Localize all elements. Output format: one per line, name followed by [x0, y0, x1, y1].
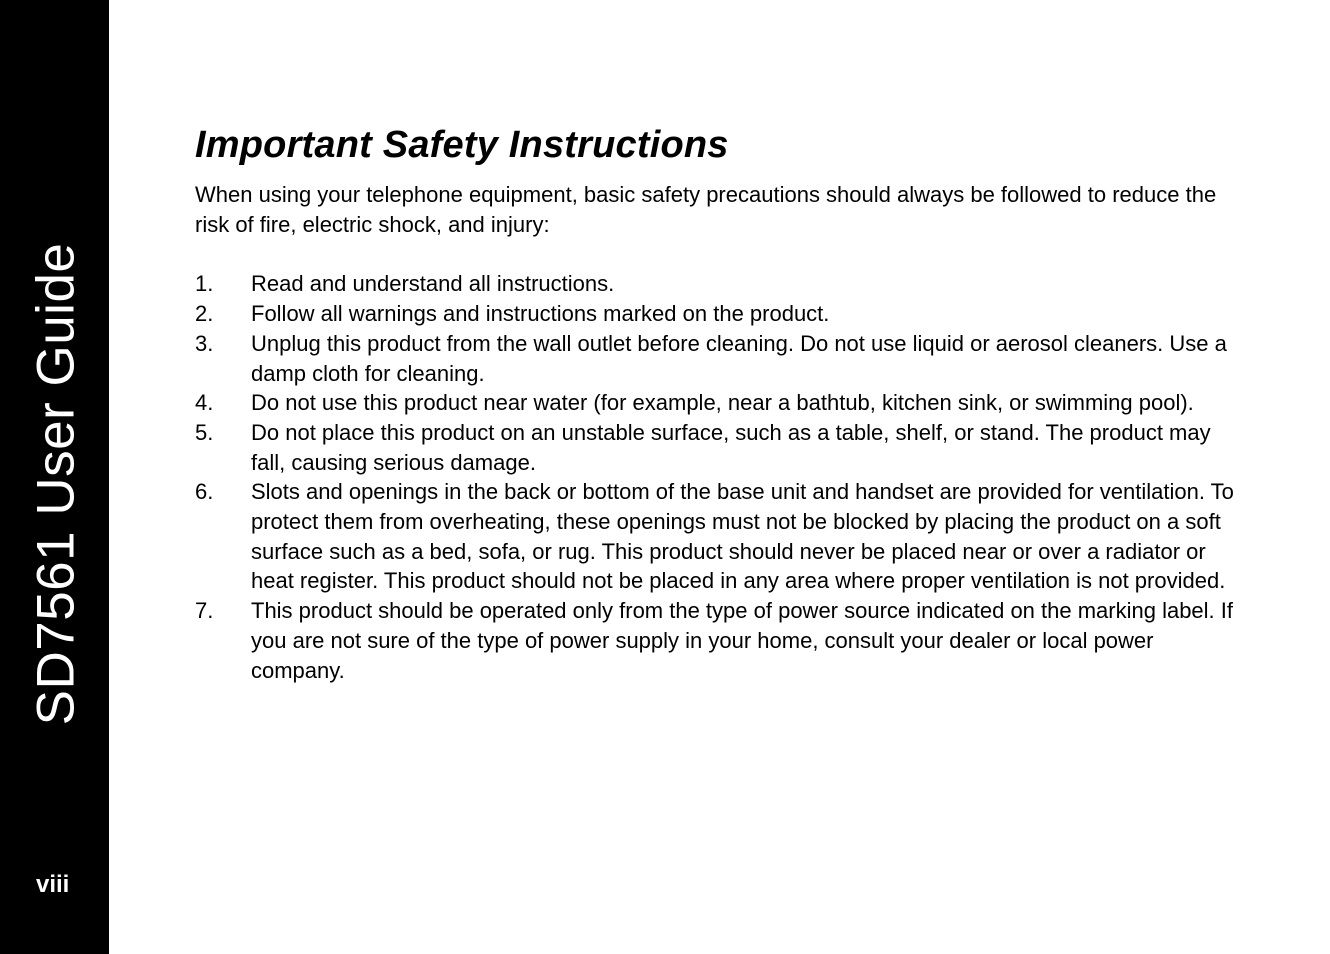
main-content — [195, 122, 1235, 685]
list-item-number: 3. — [195, 330, 214, 356]
list-item-text: Unplug this product from the wall outlet before cleaning. Do not use liquid or aerosol cleaners. Use a damp cloth for cleaning. — [251, 330, 1227, 386]
list-item-number: 2. — [195, 301, 214, 327]
page-number: viii — [36, 871, 70, 898]
intro-paragraph: When using your telephone equipment, basic safety precautions should always be followed to reduce the risk of fire, electric shock, and injury: — [195, 182, 1217, 237]
list-item — [195, 269, 1235, 299]
list-item-text: This product should be operated only from the type of power source indicated on the marking label. If you are not sure of the type of power supply in your home, consult your dealer or local power company. — [251, 598, 1234, 683]
list-item-number: 1. — [195, 271, 214, 297]
safety-instruction-list — [195, 269, 1235, 685]
page-title: Important Safety Instructions — [195, 124, 729, 166]
list-item-number: 6. — [195, 479, 214, 505]
list-item-number: 7. — [195, 598, 214, 624]
list-item — [195, 418, 1235, 477]
list-item-number: 4. — [195, 390, 214, 416]
list-item — [195, 477, 1235, 596]
list-item-number: 5. — [195, 419, 214, 445]
list-item-text: Read and understand all instructions. — [251, 271, 615, 297]
side-bar — [0, 0, 109, 954]
list-item — [195, 299, 1235, 329]
list-item-text: Follow all warnings and instructions marked on the product. — [251, 301, 830, 327]
list-item-text: Slots and openings in the back or bottom of the base unit and handset are provided for ventilation. To protect them from overheating, these openings must not be blocked by placing the product on a soft surface such as a bed, sofa, or rug. This product should never be placed near or over a radiator or heat register. This product should not be placed in any area where proper ventilation is not provided. — [251, 479, 1234, 594]
list-item — [195, 329, 1235, 388]
guide-title: SD7561 User Guide — [26, 242, 86, 726]
list-item-text: Do not place this product on an unstable surface, such as a table, shelf, or stand. The product may fall, causing serious damage. — [251, 419, 1211, 475]
list-item — [195, 596, 1235, 685]
list-item — [195, 388, 1235, 418]
list-item-text: Do not use this product near water (for example, near a bathtub, kitchen sink, or swimming pool). — [251, 390, 1194, 416]
